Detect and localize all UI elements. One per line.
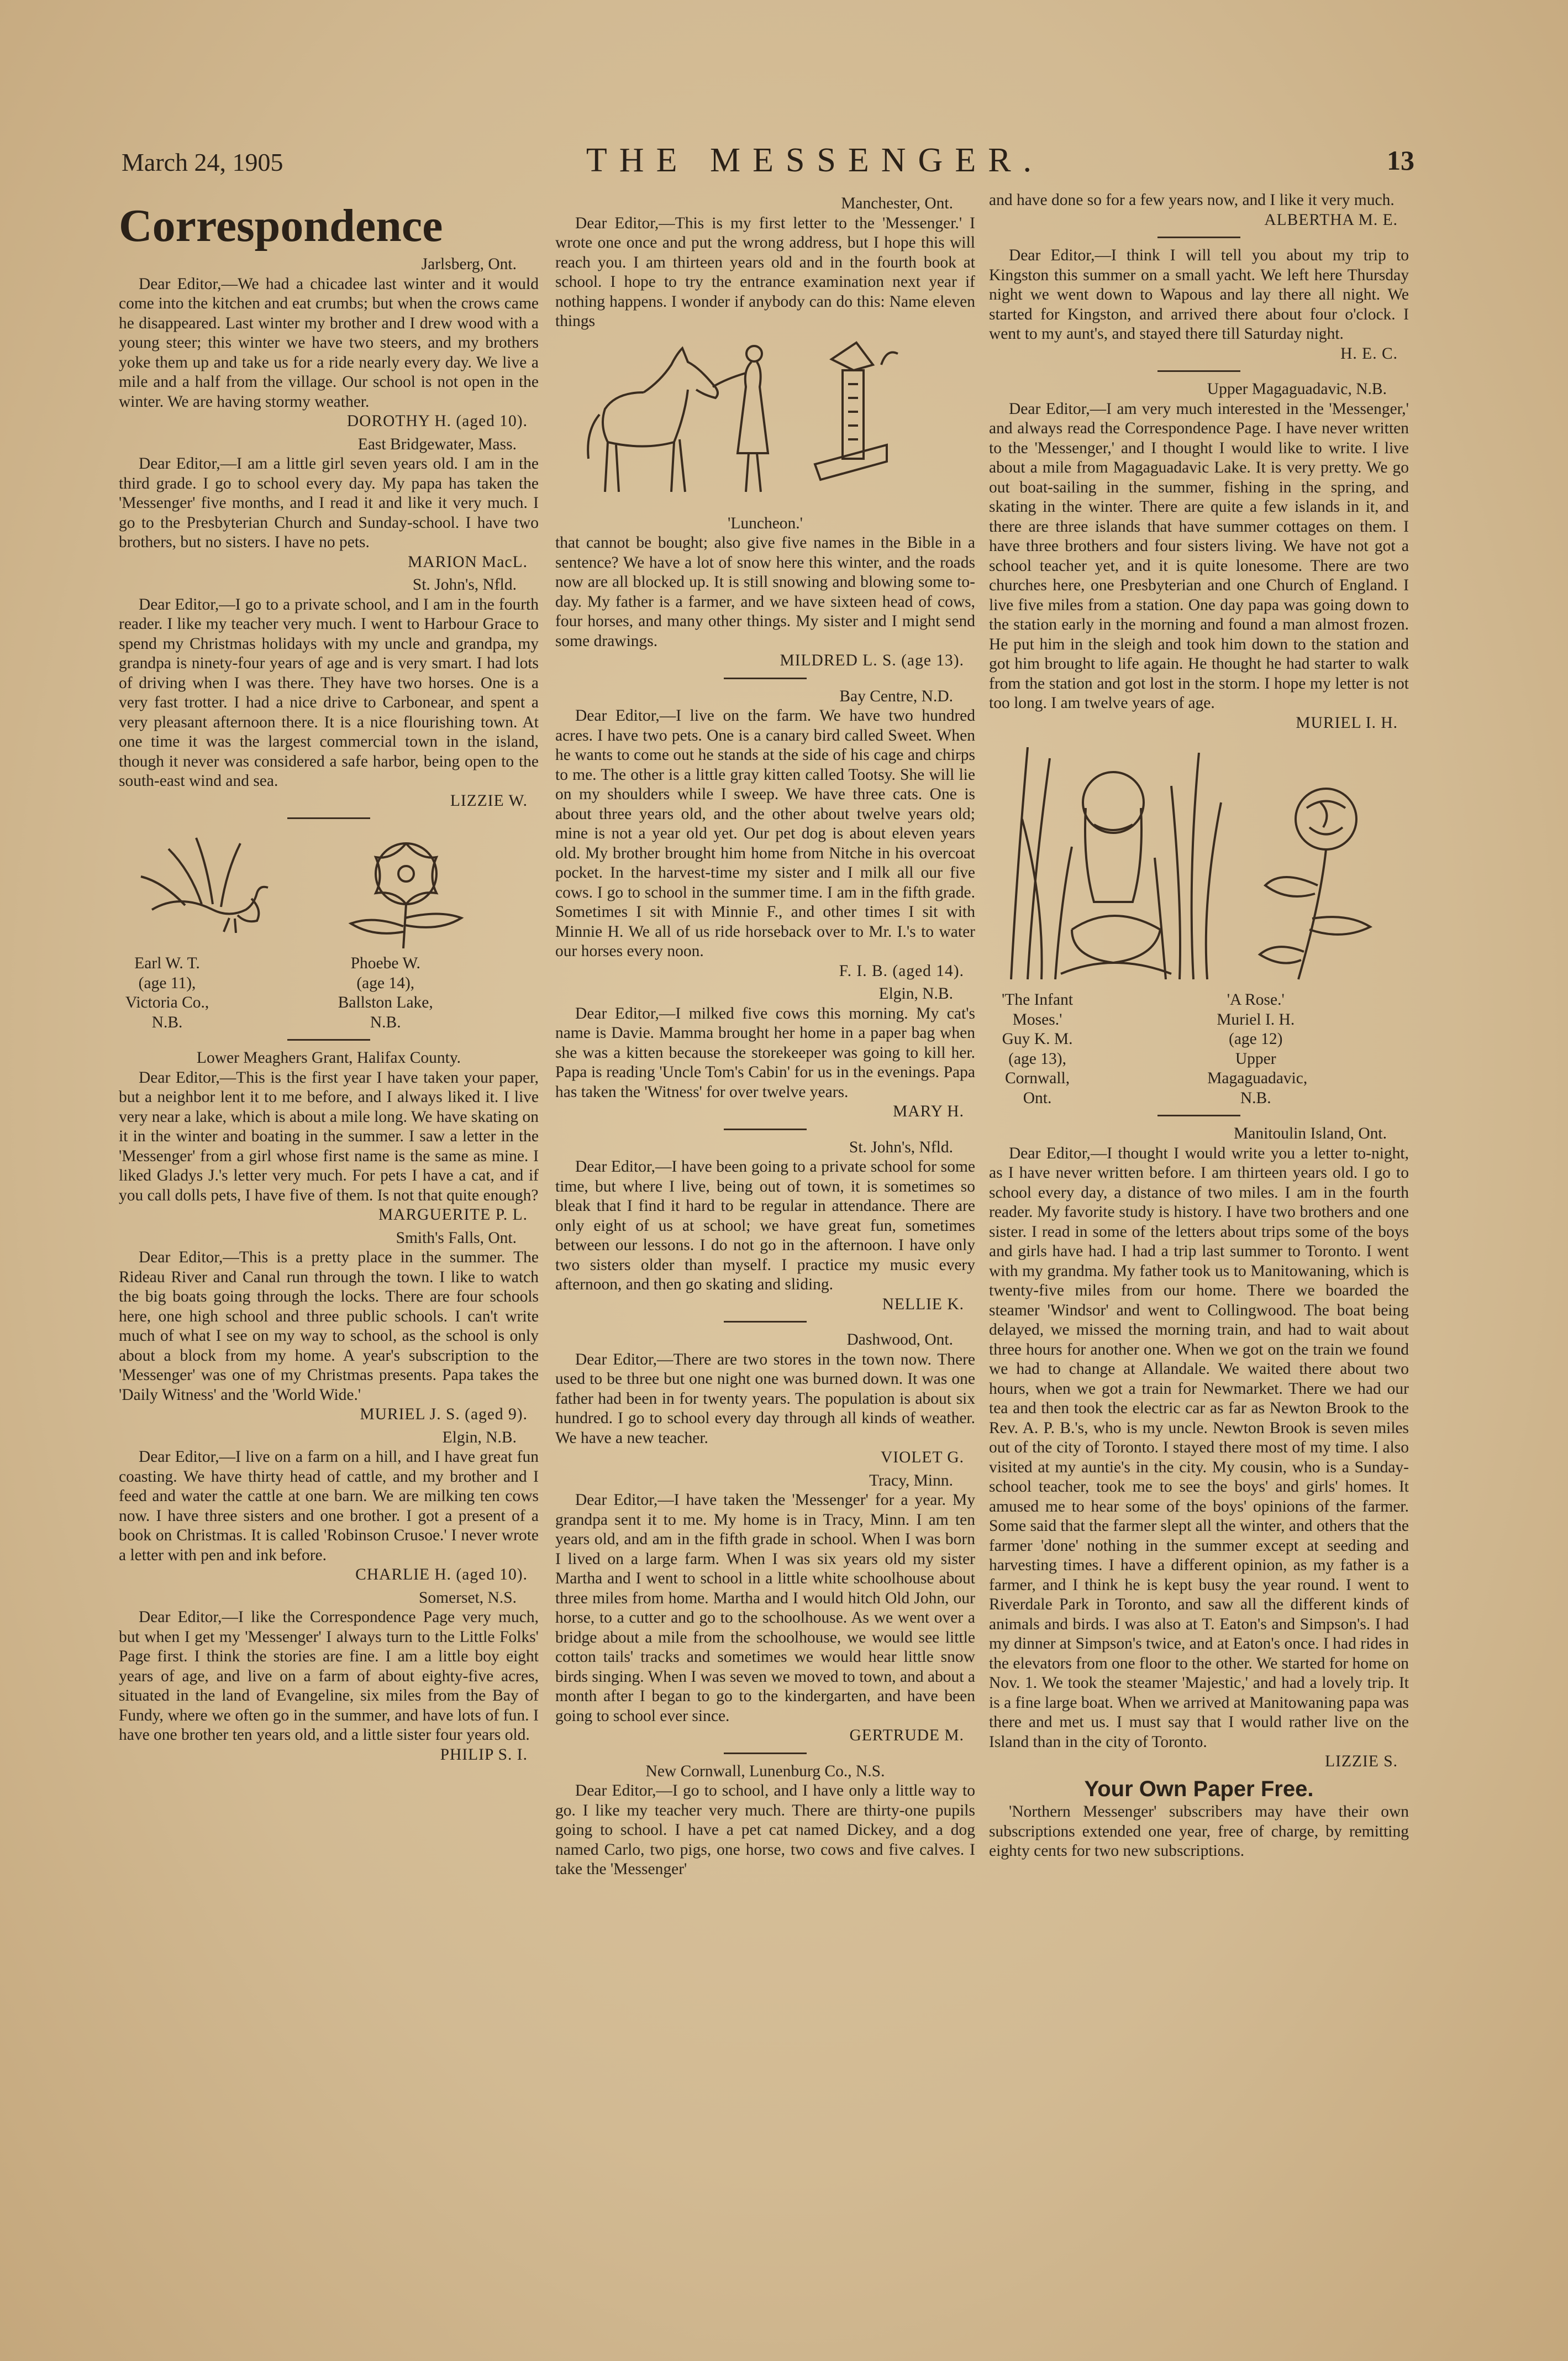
letter-body: Dear Editor,—I am very much interested in the 'Messenger,' and always read the Correspondence Page. I have never written to the 'Messenger,' and I thought I would like to write. I live about a mile from Magaguadavic Lake. It is very pretty. We go out boat-sailing in the summer, fishing in the spring, and skating in the winter. There are quite a few islands in it, and there are three islands that have summer cottages on them. I have three brothers and four sisters living. We have not got a school teacher yet, and it is quite lonesome. There are two churches here, one Presbyterian and one Church of England. I live five miles from a station. One day papa was going down to the station early in the morning and found a man almost frozen. He put him in the sleigh and took him down to the station and got him brought to life again. He thought he had starter to walk from the station and got lost in the storm. I hope my letter is not too long. I am twelve years of age. [989, 400, 1409, 712]
caption-line: 'The Infant Moses.' [1002, 991, 1074, 1029]
letter-signature: ALBERTHA M. E. [1264, 211, 1398, 229]
divider-rule [1157, 370, 1240, 372]
letter-signature: GERTRUDE M. [849, 1727, 964, 1744]
divider-rule [724, 1753, 807, 1754]
letter-signature: VIOLET G. [880, 1449, 964, 1466]
divider-rule [724, 678, 807, 679]
letter-place: Dashwood, Ont. [846, 1331, 953, 1349]
luncheon-illustration [555, 332, 975, 534]
column-1 [119, 191, 539, 2302]
letter-body: Dear Editor,—I live on the farm. We have two hundred acres. I have two pets. One is a canary bird called Sweet. When he wants to come out he stands at the side of his cage and chirps to me. The other is a little gray kitten called Tootsy. She will lie on my shoulders while I sweep. We have three cats. One is about three years old, and the other about twelve years old; mine is not a year old yet. Our pet dog is about eleven years old. My brother brought him home from Nitche in his overcoat pocket. In the harvest-time my sister and I milk all our five cows. I go to school in the summer time. I am in the fifth grade. Sometimes I sit with Minnie F., and other times I sit with Minnie H. We all of us ride horseback over to Mr. I.'s to water our horses every noon. [555, 707, 975, 960]
letter-place: Somerset, N.S. [419, 1588, 517, 1607]
letter-place: Manchester, Ont. [841, 195, 953, 212]
letter-new-cornwall [555, 1762, 975, 1880]
letter-signature: MARY H. [893, 1103, 964, 1120]
issue-date: March 24, 1905 [122, 148, 283, 176]
letter-place: Jarlsberg, Ont. [421, 255, 517, 274]
divider-rule [724, 1321, 807, 1323]
column-2 [555, 191, 975, 2302]
letter-signature: CHARLIE H. (aged 10). [355, 1566, 528, 1584]
moses-rose-drawing [989, 736, 1409, 990]
bird-and-flower-illustration [119, 827, 539, 1032]
letter-signature: DOROTHY H. (aged 10). [346, 412, 528, 431]
divider-rule [287, 817, 370, 819]
caption-line: Ont. [1023, 1089, 1052, 1107]
caption-line: Upper Magaguadavic, [1207, 1050, 1308, 1087]
letter-body: Dear Editor,—I like the Correspondence Page very much, but when I get my 'Messenger' I always turn to the Little Folks' Page first. I think the stories are fine. I am a little boy eight years of age, and live on a farm of about eighty-five acres, situated in the land of Evangeline, six miles from the Bay of Fundy, where we often go in the summer, and have lots of fun. I have one brother ten years old, and a little sister four years old. [119, 1608, 539, 1744]
letter-body: Dear Editor,—I think I will tell you about my trip to Kingston this summer on a small yacht. We left here Thursday night we went down to Wapous and lay there all night. We started for Kingston, and arrived there about four o'clock. I went to my aunt's, and stayed there till Saturday night. [989, 246, 1409, 343]
page-number: 13 [1387, 145, 1414, 176]
letter-place: Bay Centre, N.D. [839, 687, 953, 705]
caption-line: Cornwall, [1004, 1069, 1070, 1087]
letter-body: Dear Editor,—I live on a farm on a hill, and I have great fun coasting. We have thirty head of cattle, and my brother and I feed and water the cattle at one barn. We are milking ten cows now. I have three sisters and one brother. I got a present of a book on Christmas. It is called 'Robinson Crusoe.' I never wrote a letter with pen and ink before. [119, 1448, 539, 1564]
letter-signature: PHILIP S. I. [440, 1745, 528, 1764]
page-header [122, 141, 1414, 185]
letter-manitoulin [989, 1124, 1409, 1772]
letter-elgin-2 [555, 984, 975, 1122]
letter-signature: MURIEL J. S. (aged 9). [360, 1405, 528, 1424]
letter-kingston-trip [989, 246, 1409, 364]
letter-dashwood [555, 1330, 975, 1468]
letter-place: St. John's, Nfld. [849, 1138, 953, 1156]
letter-upper-magaguadavic [989, 380, 1409, 733]
letter-place: Smith's Falls, Ont. [396, 1229, 517, 1247]
masthead: THE MESSENGER. [586, 141, 1044, 179]
letter-body: Dear Editor,—I thought I would write you a letter to-night, as I have never written before. I am thirteen years old. I go to school every day, a distance of two miles. I am in the fourth reader. My favorite study is history. I have two brothers and one sister. I read in some of the letters about trips some of the boys and girls have had. I had a trip last summer to Toronto. I went with my grandma. My father took us to Manitowaning, which is twenty-five miles from our home. There we boarded the steamer 'Windsor' and went to Collingwood. The boat being delayed, we missed the morning train, and had to wait about three hours for another one. When we got on the train we found we had to change at Allandale. We waited there about two hours, when we got a train for Newmarket. There we had our tea and then took the electric car as far as Newton Brook to the Rev. A. P. B.'s, who is my uncle. Newton Brook is seven miles out of the city of Toronto. I stayed there most of my time. I also visited at my auntie's in the city. My cousin, who is a Sunday-school teacher, took me to see the boys' and girls' homes. It amused me to hear some of the boys' opinions of the farmer. Some said that the farmer slept all the winter, and others that the farmer 'done' nothing in the summer except at seeding and harvesting times. I have a different opinion, as my father is a farmer, and I think he is kept busy the year round. I went to Riverdale Park in Toronto, and saw all the different kinds of animals and birds. I was also at T. Eaton's and Simpson's. I had my dinner at Simpson's twice, and at Eaton's once. I had rides in the elevators from one floor to the other. We started for home on Nov. 1. We took the steamer 'Majestic,' and had a lovely trip. It is a fine large boat. When we arrived at Manitowaning papa was there and met us. I must say that I would rather live on the Island than in the city of Toronto. [989, 1144, 1409, 1751]
luncheon-drawing [555, 332, 975, 514]
letter-elgin-1 [119, 1428, 539, 1585]
letter-body: Dear Editor,—I go to a private school, and I am in the fourth reader. I like my teacher very much. I went to Harbour Grace to spend my Christmas holidays with my uncle and grandpa, my grandpa is ninety-four years of age and is very smart. I had lots of driving when I was there. They have two horses. One is a very fast trotter. I had a nice drive to Carbonear, and spent a very pleasant afternoon there. It is a nice flourishing town. At one time it was the largest commercial town in the island, though it never was considered a safe harbor, being open to the south-east wind and sea. [119, 595, 539, 790]
letter-place: Tracy, Minn. [869, 1471, 953, 1489]
letter-place: Elgin, N.B. [442, 1428, 517, 1446]
divider-rule [724, 1129, 807, 1130]
divider-rule [1157, 237, 1240, 238]
letter-body: Dear Editor,—I go to school, and I have only a little way to go. I like my teacher very much. There are thirty-one pupils going to school. I have a pet cat named Dickey, and a dog named Carlo, two pigs, one horse, two cows and five calves. I take the 'Messenger' [555, 1782, 975, 1878]
letter-body: Dear Editor,—There are two stores in the town now. There used to be three but one night one was burned down. It was one father had been in for twenty years. The population is about six hundred. I go to school every day through all kinds of weather. We have a new teacher. [555, 1350, 975, 1447]
letter-signature: NELLIE K. [882, 1295, 964, 1313]
letter-place: New Cornwall, Lunenburg Co., N.S. [645, 1762, 885, 1780]
moses-and-rose-illustration [989, 736, 1409, 1108]
letter-bay-centre [555, 687, 975, 982]
letter-place: St. John's, Nfld. [412, 576, 517, 594]
letter-signature: MILDRED L. S. (age 13). [780, 652, 964, 669]
letter-new-cornwall-continued [989, 191, 1409, 230]
letter-signature: LIZZIE W. [450, 791, 528, 810]
letter-signature: F. I. B. (aged 14). [839, 962, 964, 980]
bird-flower-captions [119, 954, 539, 1032]
notice [989, 1802, 1409, 1861]
letter-lower-meaghers [119, 1048, 539, 1225]
letter-tracy [555, 1471, 975, 1746]
letter-signature: MARGUERITE P. L. [378, 1206, 528, 1224]
caption-line: Ballston Lake, [338, 994, 433, 1012]
letter-signature: MARION MacL. [408, 553, 528, 571]
caption-line: Phoebe W. (age 14), [350, 954, 420, 992]
caption-line: N.B. [370, 1013, 401, 1031]
letter-east-bridgewater [119, 435, 539, 573]
letter-signature: MURIEL I. H. [1296, 713, 1398, 732]
letter-body: Dear Editor,—I have taken the 'Messenger' for a year. My grandpa sent it to me. My home is in Tracy, Minn. I am ten years old, and am in the fifth grade in school. When I was born I lived on a large farm. When I was six years old my sister Martha and I went to school in a little white schoolhouse about three miles from home. Martha and I would hitch Old John, our horse, to a cutter and go to the schoolhouse. As we went over a bridge about a mile from the schoolhouse, we would see little cotton tails' tracks and sometimes we would hear little snow birds singing. When I was seven we moved to town, and about a month after I began to go to the kindergarten, and have been going to school ever since. [555, 1491, 975, 1725]
caption-line: Muriel I. H. (age 12) [1217, 1010, 1295, 1048]
caption-line: N.B. [151, 1013, 183, 1031]
caption-line: Guy K. M. (age 13), [1002, 1030, 1073, 1068]
notice-body: 'Northern Messenger' subscribers may have their own subscriptions extended one year, free of charge, by remitting eighty cents for two new subscriptions. [989, 1803, 1409, 1860]
letter-body: Dear Editor,—This is a pretty place in the summer. The Rideau River and Canal run through the town. I like to watch the big boats going through the locks. There are four schools here, one high school and three public schools. I can't write much of what I see on my way to school, as the school is only about a block from my home. A year's subscription to the 'Messenger' was one of my Christmas presents. Papa takes the 'Daily Witness' and the 'World Wide.' [119, 1248, 539, 1404]
caption-line: 'A Rose.' [1227, 991, 1285, 1009]
letter-st-johns-2 [555, 1138, 975, 1315]
letter-body-continued: that cannot be bought; also give five names in the Bible in a sentence? We have a lot of snow here this winter, and the roads now are all blocked up. It is still snowing and blowing some to-day. My father is a farmer, and we have sixteen head of cows, four horses, and many other things. My sister and I might send some drawings. [555, 534, 975, 650]
letter-somerset [119, 1588, 539, 1765]
luncheon-caption: 'Luncheon.' [728, 514, 803, 532]
caption-line: N.B. [1240, 1089, 1271, 1107]
letter-body-continued: and have done so for a few years now, and I like it very much. [989, 191, 1395, 209]
letter-body: Dear Editor,—This is my first letter to the 'Messenger.' I wrote one once and put the wrong address, but I hope this will reach you. I am thirteen years old and in the fourth book at school. I hope to try the entrance examination next year if nothing happens. I wonder if anybody can do this: Name eleven things [555, 214, 975, 330]
section-title: Correspondence [119, 200, 443, 251]
letter-place: Lower Meaghers Grant, Halifax County. [196, 1049, 461, 1067]
caption-line: Victoria Co., [125, 994, 209, 1012]
letter-smiths-falls [119, 1229, 539, 1425]
letter-jarlsberg [119, 255, 539, 432]
letter-place: Upper Magaguadavic, N.B. [1207, 380, 1387, 398]
caption-line: Earl W. T. (age 11), [134, 954, 200, 992]
letter-signature: H. E. C. [1340, 344, 1398, 363]
letter-body: Dear Editor,—I milked five cows this morning. My cat's name is Davie. Mamma brought her home in a paper bag when she was a kitten because the storekeeper was going to kill her. Papa is reading 'Uncle Tom's Cabin' for us in the evenings. Papa has taken the 'Witness' for over twelve years. [555, 1004, 975, 1101]
moses-rose-captions [989, 990, 1409, 1108]
bird-flower-drawing [119, 827, 539, 954]
letter-body: Dear Editor,—This is the first year I have taken your paper, but a neighbor lent it to me before, and I always liked it. I live very near a lake, which is about a mile long. We have skating on it in the winter and boating in the summer. I saw a letter in the 'Messenger' from a girl whose first name is the same as mine. I liked Gladys J.'s letter very much. For pets I have a cat, and if you call dolls pets, I have five of them. Is not that quite enough? [119, 1068, 539, 1204]
letter-place: East Bridgewater, Mass. [357, 435, 517, 453]
letter-body: Dear Editor,—We had a chicadee last winter and it would come into the kitchen and eat crumbs; but when the crows came he disappeared. Last winter my brother and I drew wood with a young steer; this winter we have two steers, and my brothers yoke them up and take us for a ride nearly every day. We live a mile and a half from the village. Our school is not open in the winter. We are having stormy weather. [119, 275, 539, 411]
letter-place: Manitoulin Island, Ont. [1234, 1125, 1387, 1142]
column-3 [989, 191, 1409, 2302]
letter-body: Dear Editor,—I am a little girl seven years old. I am in the third grade. I go to school every day. My papa has taken the 'Messenger' five months, and I read it and like it very much. I go to the Presbyterian Church and Sunday-school. I have two brothers, but no sisters. I have no pets. [119, 455, 539, 552]
letter-body: Dear Editor,—I have been going to a private school for some time, but where I live, being out of town, it is sometimes so bleak that I find it hard to be regular in attendance. There are only eight of us at school; we have great fun, sometimes between our lessons. I do not go in the afternoon. I have only two sisters older than myself. I practice my music every afternoon, and then go skating and sliding. [555, 1158, 975, 1293]
notice-title: Your Own Paper Free. [1084, 1776, 1314, 1801]
letter-st-johns-1 [119, 575, 539, 811]
letter-signature: LIZZIE S. [1325, 1753, 1398, 1770]
letter-place: Elgin, N.B. [878, 985, 953, 1003]
divider-rule [1157, 1115, 1240, 1116]
divider-rule [287, 1039, 370, 1041]
letter-manchester [555, 194, 975, 671]
